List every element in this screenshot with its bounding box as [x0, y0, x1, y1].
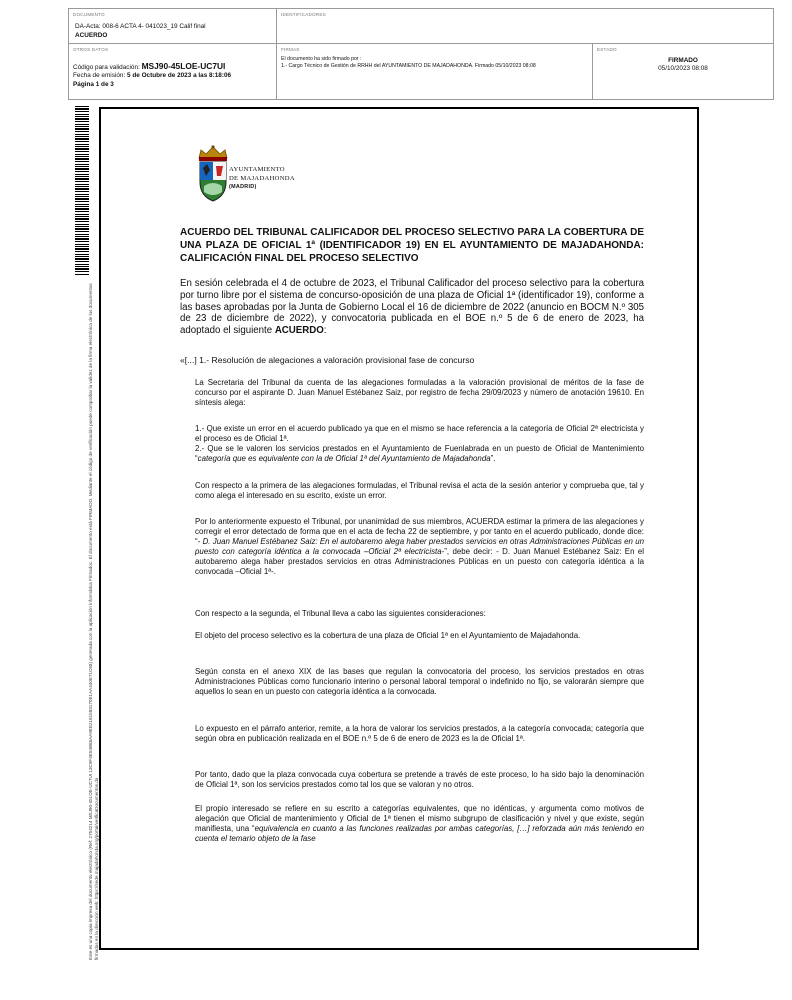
codigo-validacion — [73, 62, 225, 72]
ayuntamiento-wordmark — [229, 166, 295, 192]
p10-text: El propio interesado se refiere en su escrito a categorías equivalentes, que no idénticas, y argumenta como motivos de alegación que Oficial de mantenimiento y Oficial de 1ª tienen el mismo subgrupo de clasificación y nivel y que existe, según manifiesta, una “ — [195, 804, 644, 834]
intro-text: En sesión celebrada el 4 de octubre de 2023, el Tribunal Calificador del proceso selectivo para la cobertura por turno libre por el sistema de concurso-oposición de una plaza de Oficial 1ª (identificador 19), conforme a las bases aprobadas por la Junta de Gobierno Local el 16 de diciembre de 2022 (anuncio en BOCM N.º 305 de 23 de diciembre de 2022), y convocatoria publicada en el BOE n.º 5 de 6 de enero de 2023, ha adoptado el siguiente — [180, 278, 644, 337]
ayto-line1: AYUNTAMIENTO — [229, 166, 285, 173]
paragraph-3: Con respecto a la primera de las alegaciones formuladas, el Tribunal revisa el acta de la sesión anterior y comprueba que, tal y como alega el interesado en su escrito, existe un error. — [195, 481, 644, 501]
pagina-indicator: Página 1 de 3 — [73, 81, 114, 88]
estado-cell — [593, 44, 773, 99]
estado-label: ESTADO — [597, 47, 617, 52]
fecha-emision — [73, 72, 231, 80]
p4-quote: - D. Juan Manuel Estébanez Saiz: En el autobaremo alega haber prestados servicios en otras Administraciones Públicas en un puesto con categoría idéntica a la convocada –Oficial 2ª electricista- — [195, 537, 644, 557]
quote-heading: «[...] 1.- Resolución de alegaciones a valoración provisional fase de concurso — [180, 355, 475, 365]
paragraph-5: Con respecto a la segunda, el Tribunal lleva a cabo las siguientes consideraciones: — [195, 609, 486, 618]
fecha-value: 5 de Octubre de 2023 a las 8:18:06 — [127, 72, 232, 79]
documento-line2: ACUERDO — [75, 32, 108, 39]
paragraph-1: La Secretaria del Tribunal da cuenta de las alegaciones formuladas a la valoración provisional de méritos de la fase de concurso por el aspirante D. Juan Manuel Estébanez Saiz, por registro de fecha 29/09/2023 y número de anotación 19610. En síntesis alega: — [195, 378, 644, 408]
ayto-line2: DE MAJADAHONDA — [229, 174, 295, 182]
paragraph-8: Lo expuesto en el párrafo anterior, remite, a la hora de valorar los servicios prestados, a la categoría convocada; categoría que según obra en publicación realizada en el BOE n.º 5 de 6 de enero de 2023 es la de Oficial 1ª. — [195, 724, 644, 744]
otros-datos-label: OTROS DATOS — [73, 47, 109, 52]
paragraph-2 — [195, 424, 644, 464]
estado-value: FIRMADO — [668, 57, 698, 64]
coat-of-arms-logo — [195, 144, 231, 204]
ayto-line3: (MADRID) — [229, 184, 257, 191]
intro-end: : — [323, 325, 327, 337]
identificadores-cell — [277, 9, 773, 44]
otros-datos-cell — [69, 44, 277, 99]
intro-paragraph — [180, 278, 644, 337]
fecha-prefix: Fecha de emisión: — [73, 72, 126, 79]
p4-end: ”, debe decir: - D. Juan Manuel Estébanez Saiz: En el autobaremo alega haber prestados servicios en otras Administraciones Públicas en un puesto con categoría idéntica a la convocada –Oficial 1ª-. — [195, 547, 644, 577]
documento-line1: DA-Acta: 008-6 ACTA 4- 041023_19 Calif final — [75, 23, 206, 30]
intro-acuerdo: ACUERDO — [274, 325, 324, 337]
paragraph-10 — [195, 804, 644, 844]
firmas-line1: El documento ha sido firmado por : — [281, 56, 362, 62]
allegation-2 — [195, 444, 644, 464]
document-title: ACUERDO DEL TRIBUNAL CALIFICADOR DEL PROCESO SELECTIVO PARA LA COBERTURA DE UNA PLAZA DE OFICIAL 1ª (IDENTIFICADOR 19) EN EL AYUNTAMIENTO DE MAJADAHONDA: CALIFICACIÓN FINAL DEL PROCESO SELECTIVO — [180, 227, 644, 264]
allegation-2-text: 2.- Que se le valoren los servicios prestados en el Ayuntamiento de Fuenlabrada en un puesto de Oficial de Mantenimiento “ — [195, 444, 644, 464]
codigo-prefix: Código para validación: — [73, 64, 140, 71]
p4-text: Por lo anteriormente expuesto el Tribunal, por unanimidad de sus miembros, ACUERDA estimar la primera de las alegaciones y corregir el error detectado de forma que en el acta de fecha 22 de septiembre, y por tanto en el acuerdo publicado, donde dice: “ — [195, 517, 644, 547]
allegation-2-quote: categoría que es equivalente con la de Oficial 1ª del Ayuntamiento de Majadahonda — [197, 454, 491, 464]
barcode-image — [75, 106, 89, 276]
p10-quote: equivalencia en cuanto a las funciones realizadas por ambas categorías, […] reforzada aún más teniendo en cuenta el temario objeto de la fase — [195, 824, 644, 844]
documento-label: DOCUMENTO — [73, 12, 105, 17]
document-header — [68, 8, 774, 100]
paragraph-6: El objeto del proceso selectivo es la cobertura de una plaza de Oficial 1ª en el Ayuntamiento de Majadahonda. — [195, 631, 581, 640]
paragraph-4 — [195, 517, 644, 578]
allegation-1: 1.- Que existe un error en el acuerdo publicado ya que en el mismo se hace referencia a la categoría de Oficial 2ª electricista y el proceso es de Oficial 1ª. — [195, 424, 644, 444]
codigo-value: MSJ90-45LOE-UC7UI — [141, 61, 226, 71]
identificadores-label: IDENTIFICADORES — [281, 12, 326, 17]
firmas-line2: 1.- Cargo Técnico de Gestión de RRHH del AYUNTAMIENTO DE MAJADAHONDA. Firmado 05/10/2023 08:08 — [281, 63, 536, 69]
estado-date: 05/10/2023 08:08 — [658, 65, 708, 72]
paragraph-9: Por tanto, dado que la plaza convocada cuya cobertura se pretende a través de este proceso, lo ha sido bajo la denominación de Oficial 1ª, son los servicios prestados como tal los que se valoran y no otros. — [195, 770, 644, 790]
documento-cell — [69, 9, 277, 44]
allegation-2-end: ”. — [490, 454, 496, 464]
firmas-label: FIRMAS — [281, 47, 300, 52]
paragraph-7: Según consta en el anexo XIX de las bases que regulan la convocatoria del proceso, los servicios prestados en otras Administraciones Públicas como funcionario interino o personal laboral temporal o indefinido no fijo, se valorarán siempre que aquellos lo sean en un puesto con categoría idéntica a la convocada. — [195, 667, 644, 697]
side-validation-note: Este es una copia impresa del documento electrónico (Ref: 2754214 MSJ90-45LOE-UC7UI 13C9F4E54B68AA9EE2181583170E1AA440E71C68) generada con la aplicación informática Firmadoc. El documento está FIRMADO. Mediante el código de verificación puede comprobar la validez de la firma electrónica de los documentos firmados en la dirección web: https://sede.majadahonda.org/portal/verificaDocumentos.do — [88, 283, 99, 960]
firmas-cell — [277, 44, 593, 99]
